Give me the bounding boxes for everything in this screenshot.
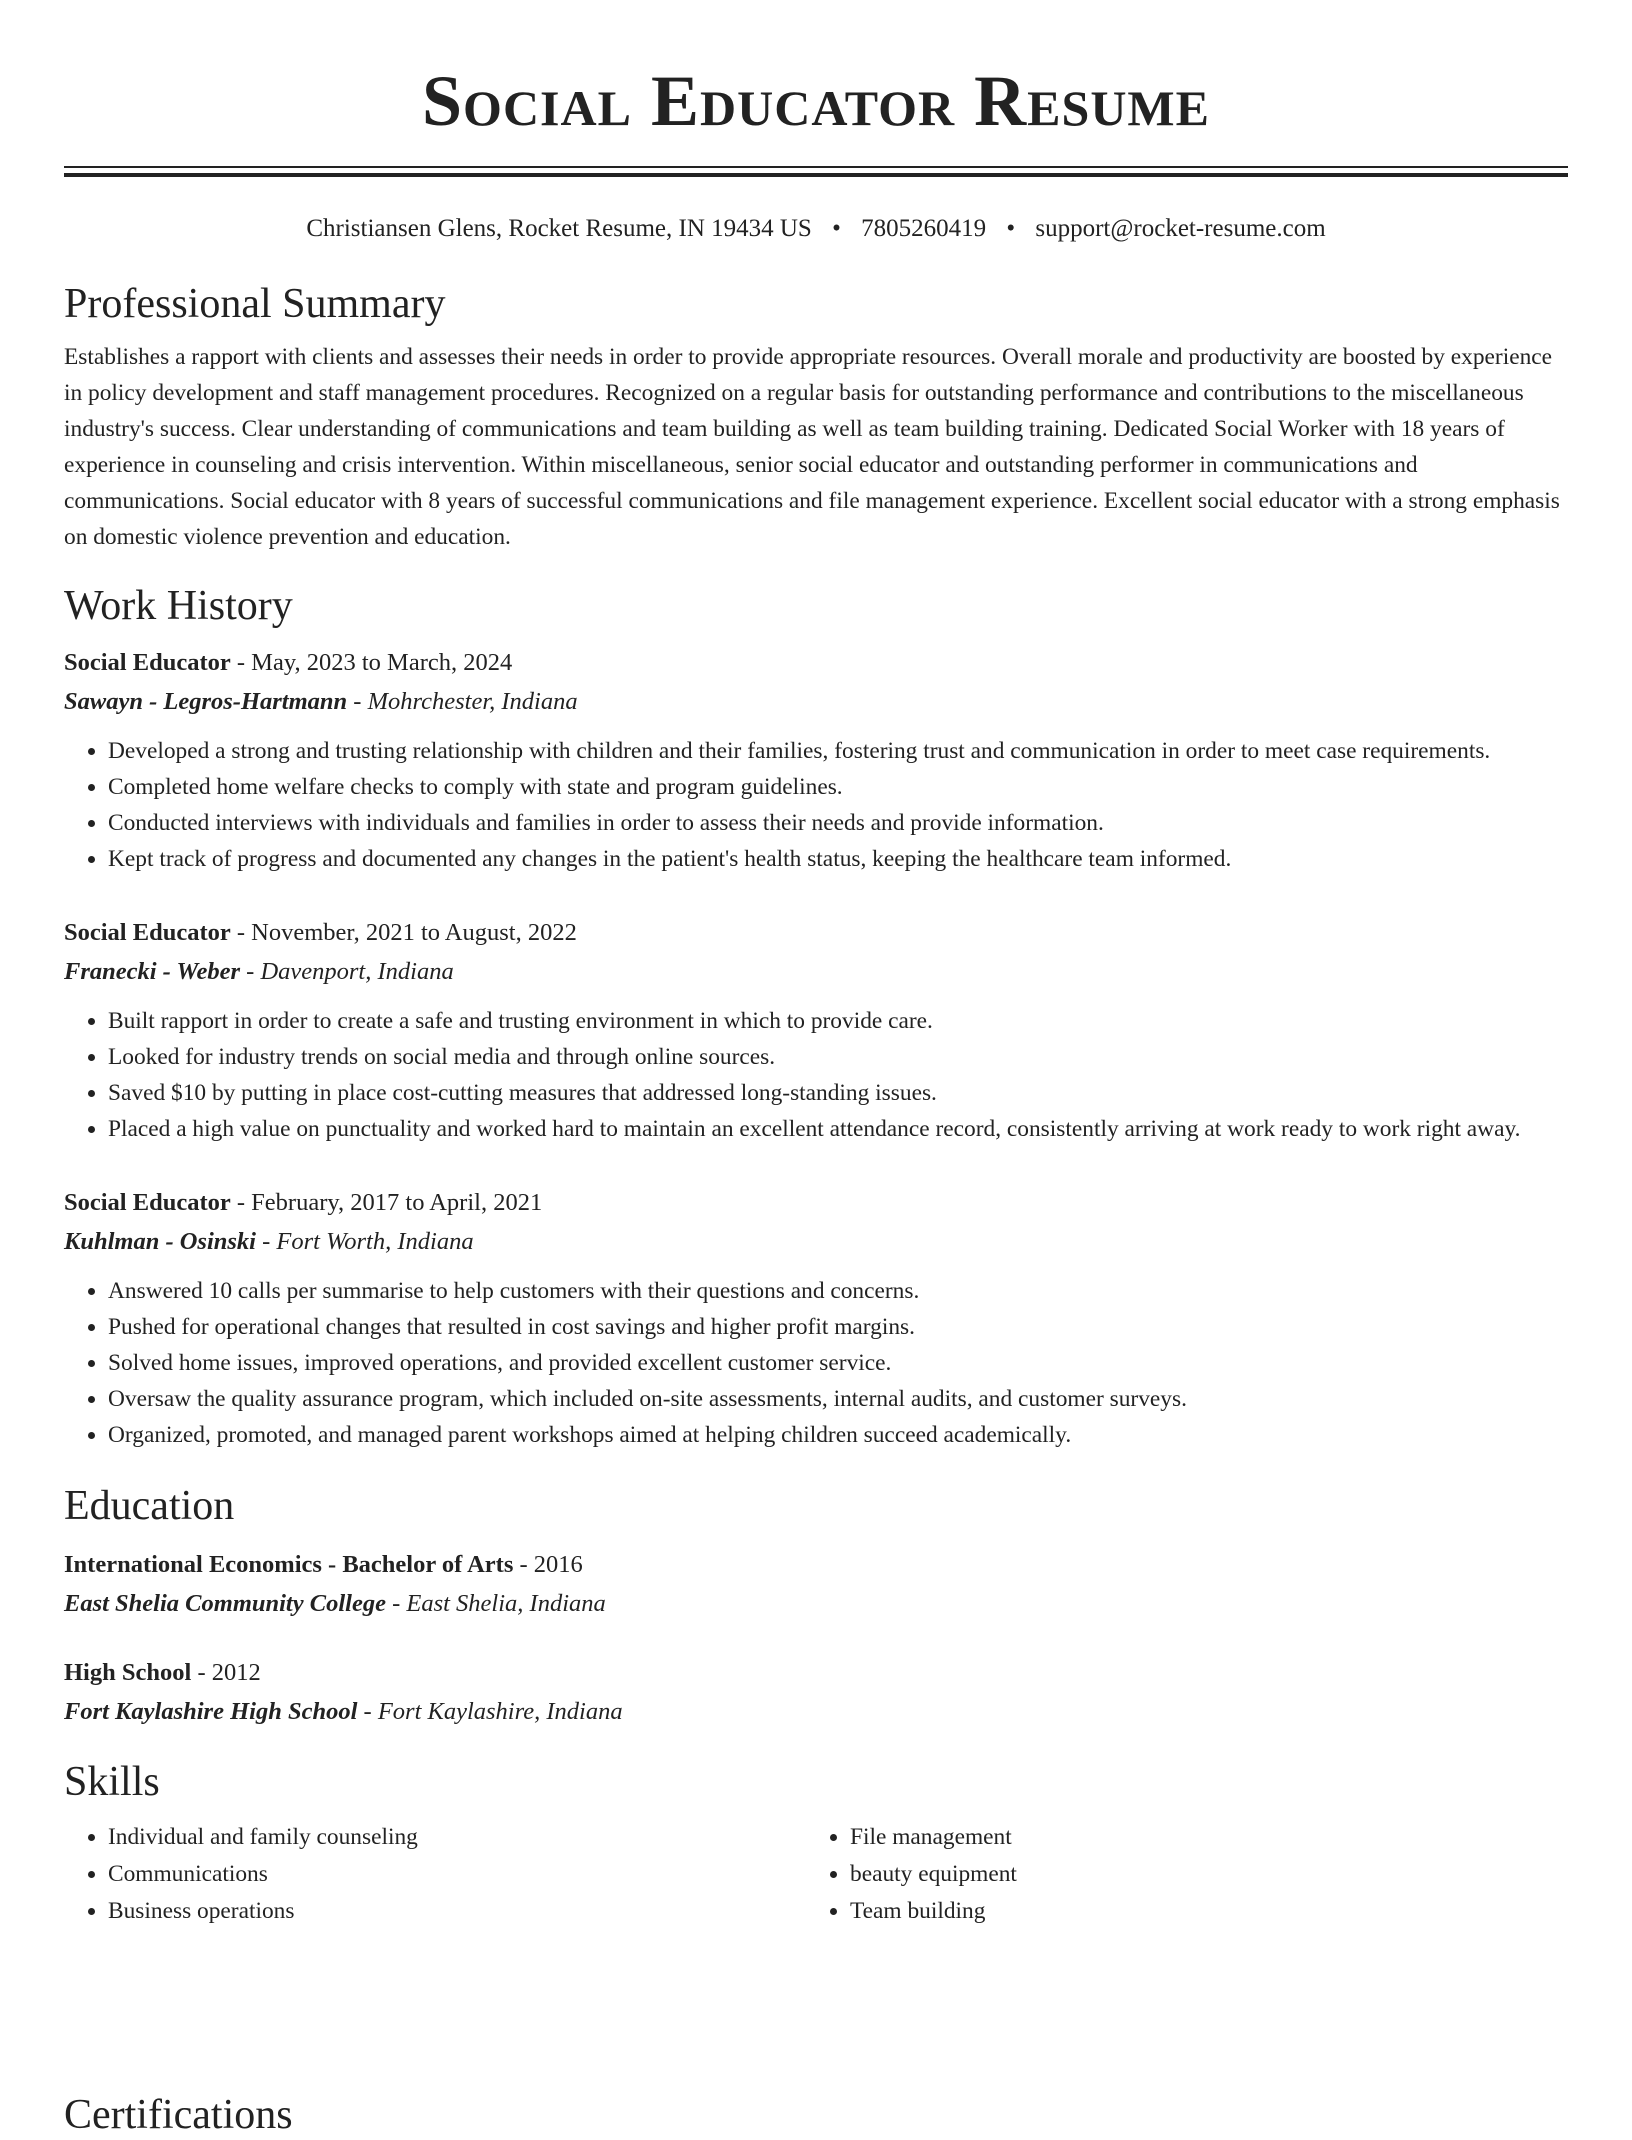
list-item: • Communications — [108, 1856, 806, 1893]
job-location: Mohrchester, Indiana — [367, 688, 578, 715]
job-company: Sawayn - Legros-Hartmann — [64, 688, 348, 715]
job-dates: February, 2017 to April, 2021 — [251, 1189, 543, 1216]
job-entry — [64, 1183, 1568, 1453]
job-duties-list — [64, 1273, 1568, 1453]
contact-separator: • — [1006, 215, 1016, 242]
skills-columns — [64, 1819, 1568, 1930]
job-title: Social Educator — [64, 1189, 231, 1216]
list-item: • Answered 10 calls per summarise to help customers with their questions and concerns. — [108, 1273, 1568, 1309]
education-degree: International Economics - Bachelor of Arts — [64, 1551, 514, 1578]
job-title-line — [64, 643, 1568, 682]
list-item: • Oversaw the quality assurance program, which included on-site assessments, internal audits, and customer surveys. — [108, 1381, 1568, 1417]
list-item: • Business operations — [108, 1893, 806, 1930]
dash: - — [385, 1590, 407, 1617]
dash: - — [230, 919, 252, 946]
job-company: Kuhlman - Osinski — [64, 1228, 256, 1255]
job-dates: November, 2021 to August, 2022 — [251, 919, 577, 946]
education-location: East Shelia, Indiana — [406, 1590, 606, 1617]
job-location: Fort Worth, Indiana — [276, 1228, 474, 1255]
list-item: • Organized, promoted, and managed parent workshops aimed at helping children succeed academically. — [108, 1417, 1568, 1453]
summary-heading: Professional Summary — [64, 281, 446, 327]
dash: - — [256, 1228, 277, 1255]
list-item: • Developed a strong and trusting relationship with children and their families, fostering trust and communication in order to meet case requirements. — [108, 733, 1568, 769]
education-degree: High School — [64, 1659, 192, 1686]
job-duties-list — [64, 733, 1568, 877]
job-location: Davenport, Indiana — [260, 958, 454, 985]
dash: - — [230, 1189, 252, 1216]
contact-address: Christiansen Glens, Rocket Resume, IN 19434 US — [306, 215, 812, 242]
education-year: 2016 — [533, 1551, 583, 1578]
dash: - — [191, 1659, 212, 1686]
education-school-line — [64, 1692, 1568, 1731]
list-item: • Individual and family counseling — [108, 1819, 806, 1856]
list-item: • Looked for industry trends on social media and through online sources. — [108, 1039, 1568, 1075]
title-divider — [64, 166, 1568, 177]
contact-line — [64, 213, 1568, 245]
education-year: 2012 — [211, 1659, 261, 1686]
job-dates: May, 2023 to March, 2024 — [251, 649, 513, 676]
job-company-line — [64, 1222, 1568, 1261]
list-item: • Built rapport in order to create a safe and trusting environment in which to provide care. — [108, 1003, 1568, 1039]
education-degree-line — [64, 1545, 1568, 1584]
list-item: • Saved $10 by putting in place cost-cutting measures that addressed long-standing issues. — [108, 1075, 1568, 1111]
job-title: Social Educator — [64, 919, 231, 946]
contact-separator: • — [832, 215, 841, 242]
education-degree-line — [64, 1653, 1568, 1692]
education-school: East Shelia Community College — [64, 1590, 386, 1617]
education-heading: Education — [64, 1483, 235, 1529]
skills-list-left — [64, 1819, 806, 1930]
certifications-heading: Certifications — [64, 2092, 293, 2138]
contact-email: support@rocket-resume.com — [1035, 215, 1326, 242]
job-title: Social Educator — [64, 649, 231, 676]
contact-phone: 7805260419 — [861, 215, 987, 242]
dash: - — [230, 649, 252, 676]
education-school-line — [64, 1584, 1568, 1623]
list-item: • Conducted interviews with individuals and families in order to assess their needs and provide information. — [108, 805, 1568, 841]
list-item: • Kept track of progress and documented any changes in the patient's health status, keeping the healthcare team informed. — [108, 841, 1568, 877]
education-location: Fort Kaylashire, Indiana — [377, 1698, 623, 1725]
education-entry — [64, 1653, 1568, 1731]
job-entry — [64, 643, 1568, 877]
list-item: • Team building — [850, 1893, 1548, 1930]
list-item: • beauty equipment — [850, 1856, 1548, 1893]
list-item: • Pushed for operational changes that resulted in cost savings and higher profit margins. — [108, 1309, 1568, 1345]
job-entry — [64, 913, 1568, 1147]
education-entry — [64, 1545, 1568, 1623]
list-item: • Solved home issues, improved operations, and provided excellent customer service. — [108, 1345, 1568, 1381]
dash: - — [347, 688, 368, 715]
list-item: • Placed a high value on punctuality and worked hard to maintain an excellent attendance record, consistently arriving at work ready to work right away. — [108, 1111, 1568, 1147]
skills-heading: Skills — [64, 1759, 160, 1805]
dash: - — [357, 1698, 378, 1725]
dash: - — [513, 1551, 534, 1578]
job-company-line — [64, 952, 1568, 991]
work-history-heading: Work History — [64, 583, 293, 629]
job-company: Franecki - Weber — [64, 958, 241, 985]
dash: - — [240, 958, 261, 985]
job-company-line — [64, 682, 1568, 721]
resume-title: Social Educator Resume — [422, 61, 1210, 141]
education-school: Fort Kaylashire High School — [64, 1698, 358, 1725]
list-item: • File management — [850, 1819, 1548, 1856]
summary-text: Establishes a rapport with clients and assesses their needs in order to provide appropriate resources. Overall morale and productivity are boosted by experience in policy development and staff management procedures. Recognized on a regular basis for outstanding performance and contributions to the miscellaneous industry's success. Clear understanding of communications and team building as well as team building training. Dedicated Social Worker with 18 years of experience in counseling and crisis intervention. Within miscellaneous, senior social educator and outstanding performer in communications and communications. Social educator with 8 years of successful communications and file management experience. Excellent social educator with a strong emphasis on domestic violence prevention and education. — [64, 344, 1560, 550]
list-item: • Completed home welfare checks to comply with state and program guidelines. — [108, 769, 1568, 805]
job-duties-list — [64, 1003, 1568, 1147]
skills-list-right — [806, 1819, 1548, 1930]
job-title-line — [64, 1183, 1568, 1222]
job-title-line — [64, 913, 1568, 952]
